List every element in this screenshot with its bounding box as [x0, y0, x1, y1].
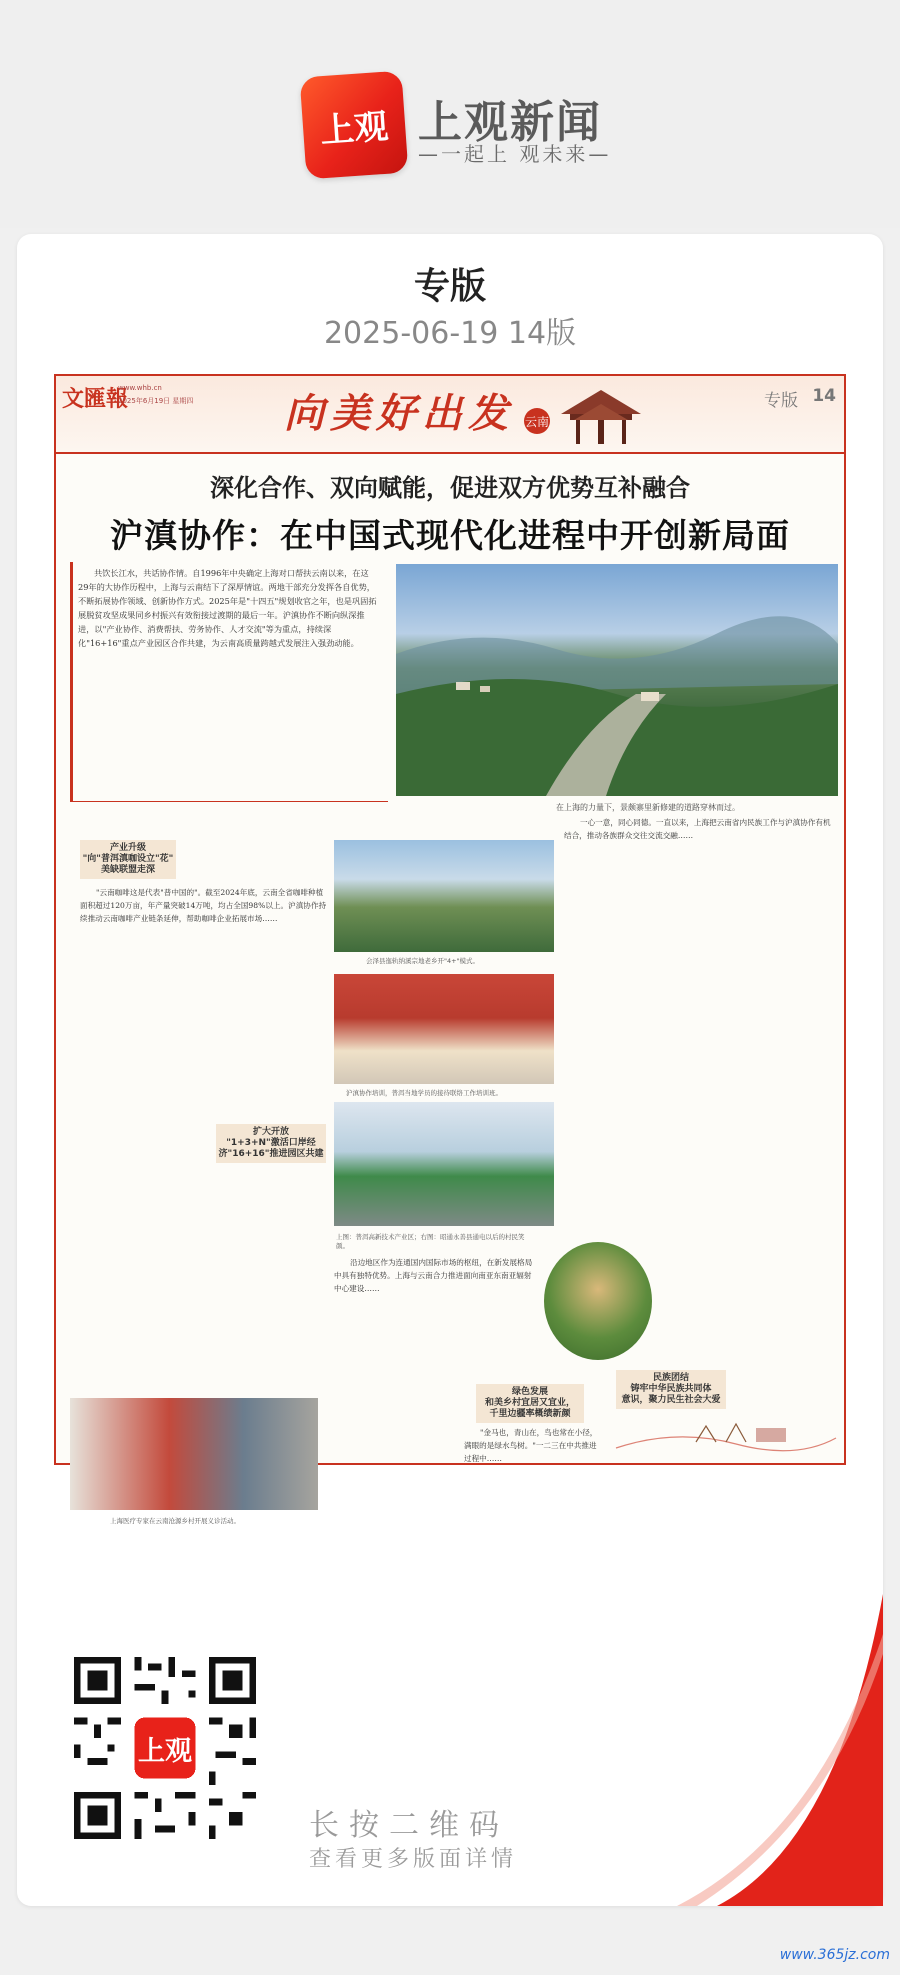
section-header-green: 绿色发展 和美乡村宜居又宜业， 千里边疆率概绩新颜 — [476, 1384, 584, 1423]
edition-banner: 向美好出发 — [284, 390, 514, 437]
photo-village — [334, 840, 554, 952]
lead-paragraph: 共饮长江水，共话协作情。自1996年中央确定上海对口帮扶云南以来，在这29年的大协作历程中，上海与云南结下了深厚情谊。两地干部充分发挥各自优势，不断拓展协作领域、创新协作方式。2025年是"十四五"规划收官之年，也是巩固拓展脱贫攻坚成果同乡村振兴有效衔接过渡期的最后一年。沪滇协作不断向纵深推进，以"产业协作、消费帮扶、劳务协作、人才交流"等为重点，持续深化"16+16"重点产业园区合作共建，为云南高质量跨越式发展注入强劲动能。 — [78, 568, 377, 648]
section-text-unity: 一心一意，同心同德。一直以来，上海把云南省内民族工作与沪滇协作有机结合，推动各族群众交往交流交融…… — [564, 818, 831, 840]
page-number: 14 — [812, 386, 836, 406]
corner-swoosh-decoration — [677, 1594, 883, 1906]
pavilion-icon — [556, 384, 646, 446]
paper-masthead: 文匯報 — [62, 386, 129, 412]
qr-code-icon[interactable] — [67, 1650, 263, 1846]
section-text-industry: "云南咖啡这是代表"普中国的"。截至2024年底，云南全省咖啡种植面积超过120万亩，年产量突破14万吨，均占全国98%以上。沪滇协作持续推动云南咖啡产业链条延伸，帮助咖啡企业拓展市场…… — [80, 888, 327, 923]
section-header-unity: 民族团结 铸牢中华民族共同体 意识，聚力民生社会大爱 — [616, 1370, 726, 1409]
landscape-illustration — [396, 564, 838, 796]
photo-training — [334, 974, 554, 1084]
main-photo — [396, 564, 838, 796]
section-text-opening: 沿边地区作为连通国内国际市场的枢纽，在新发展格局中具有独特优势。上海与云南合力推进面向南亚东南亚辐射中心建设…… — [334, 1258, 533, 1293]
section-text-green: "金马也，青山在，鸟也常在小径，满眼的是绿水鸟树。"一二三在中共推进过程中…… — [464, 1428, 598, 1463]
qr-caption-secondary: 查看更多版面详情 — [309, 1847, 518, 1872]
photo-caption-2: 沪滇协作培训，普洱当地学员的接待联络工作培训班。 — [346, 1089, 502, 1097]
photo-caption-4: 上海医疗专家在云南沧源乡村开展义诊活动。 — [110, 1517, 240, 1525]
region-seal: 云南 — [524, 408, 550, 434]
page-date-edition: 2025-06-19 14版 — [323, 316, 577, 351]
page-section-label: 专版 — [764, 391, 798, 411]
site-watermark: www.365jz.com — [779, 1947, 890, 1963]
article-headline: 沪滇协作：在中国式现代化进程中开创新局面 — [110, 516, 790, 555]
paper-url: www.whb.cn — [118, 384, 162, 392]
section-header-industry: 产业升级 "向"普洱滇咖设立"花" 美缺联盟走深 — [80, 840, 176, 879]
logo-text: 上观 — [318, 106, 390, 151]
newspaper-page[interactable] — [54, 374, 846, 1525]
section-header-opening: 扩大开放 "1+3+N"激活口岸经 济"16+16"推进园区共建 — [216, 1124, 326, 1163]
main-photo-caption: 在上海的力量下，景颇寨里新修建的道路穿林而过。 — [556, 803, 740, 812]
qr-caption-primary: 长按二维码 — [309, 1808, 509, 1843]
paper-header — [56, 376, 844, 454]
paper-date: 2025年6月19日 星期四 — [118, 397, 194, 405]
app-header — [0, 0, 900, 228]
photo-caption-3: 上图：普洱高新技术产业区；右图：昭通永善县通电以后的村民笑颜。 — [336, 1233, 525, 1250]
photo-industrial-park — [334, 1102, 554, 1226]
app-slogan: —一起上 观未来— — [418, 142, 612, 166]
photo-medical — [70, 1398, 318, 1510]
photo-caption-1: 会泽县迤轨纳溪宗地老乡开"4+"模式。 — [366, 957, 480, 965]
river-bridge-decoration — [616, 1408, 836, 1458]
page-title: 专版 — [413, 266, 486, 307]
content-card — [17, 234, 883, 1906]
app-name: 上观新闻 — [418, 97, 602, 148]
article-subhead: 深化合作、双向赋能，促进双方优势互补融合 — [210, 473, 690, 502]
qr-logo-text: 上观 — [137, 1736, 193, 1768]
app-logo — [300, 71, 409, 180]
